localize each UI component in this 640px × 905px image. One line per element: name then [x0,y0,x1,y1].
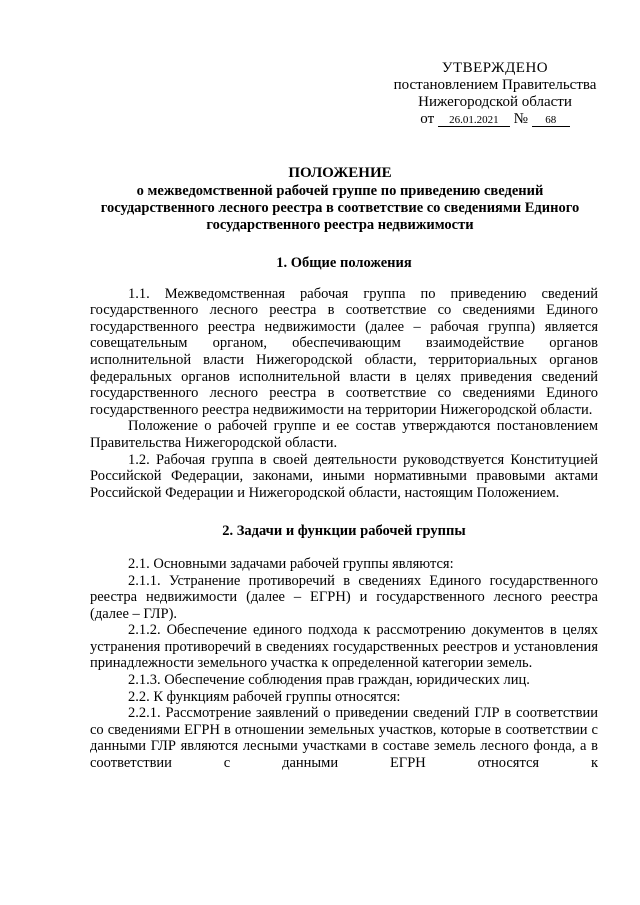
paragraph-2-1: 2.1. Основными задачами рабочей группы являются: [128,555,454,572]
paragraph-1-1: 1.1. Межведомственная рабочая группа по приведению сведений государственного лесного реестра в соответствие со сведениями Единого государственного реестра недвижимости (далее – рабочая группа) является совещательным органом, обеспечивающим взаимодействие органов исполнительной власти Нижегородской области, территориальных органов федеральных органов исполнительной власти в целях приведения сведений государственного лесного реестра в соответствие со сведениями Единого государственного реестра недвижимости на территории Нижегородской области. [90,285,598,418]
approval-number-sign: № [513,111,528,127]
section-2-heading: 2. Задачи и функции рабочей группы [222,523,466,540]
document-subheading: о межведомственной рабочей группе по приведению сведений государственного лесного реестра в соответствие со сведениями Единого государственного реестра недвижимости [100,183,580,233]
document-body [90,255,598,772]
section-1-heading: 1. Общие положения [276,255,412,271]
approval-date: 26.01.2021 [438,114,510,127]
approval-authority: постановлением Правительства [393,77,597,93]
approval-stamp [370,60,620,128]
document-heading: ПОЛОЖЕНИЕ [288,165,392,181]
document-title [80,165,600,234]
approval-date-prefix: от [420,111,435,127]
paragraph-1-1-b: Положение о рабочей группе и ее состав утверждаются постановлением Правительства Нижегородской области. [90,418,598,451]
paragraph-1-2: 1.2. Рабочая группа в своей деятельности руководствуется Конституцией Российской Федерации, законами, иными нормативными правовыми актами Российской Федерации и Нижегородской области, настоящим Положением. [90,451,598,501]
paragraph-2-1-2: 2.1.2. Обеспечение единого подхода к рассмотрению документов в целях устранения противоречий в сведениях государственных реестров и установления принадлежности земельного участка к определенной категории земель. [90,622,598,672]
paragraph-2-2: 2.2. К функциям рабочей группы относятся: [128,688,401,705]
paragraph-2-1-3: 2.1.3. Обеспечение соблюдения прав граждан, юридических лиц. [128,672,530,689]
paragraph-2-2-1: 2.2.1. Рассмотрение заявлений о приведении сведений ГЛР в соответствии со сведениями ЕГРН в отношении земельных участков, которые в соответствии с данными ГЛР являются лесными участками в составе земель лесного фонда, а в соответствии с данными ЕГРН относятся к [90,705,598,772]
approval-number: 68 [532,114,570,127]
approval-date-line [420,111,569,128]
approval-region: Нижегородской области [418,94,572,110]
approval-title: УТВЕРЖДЕНО [441,60,549,76]
paragraph-2-1-1: 2.1.1. Устранение противоречий в сведениях Единого государственного реестра недвижимости (далее – ЕГРН) и государственного лесного реестра (далее – ГЛР). [90,572,598,622]
